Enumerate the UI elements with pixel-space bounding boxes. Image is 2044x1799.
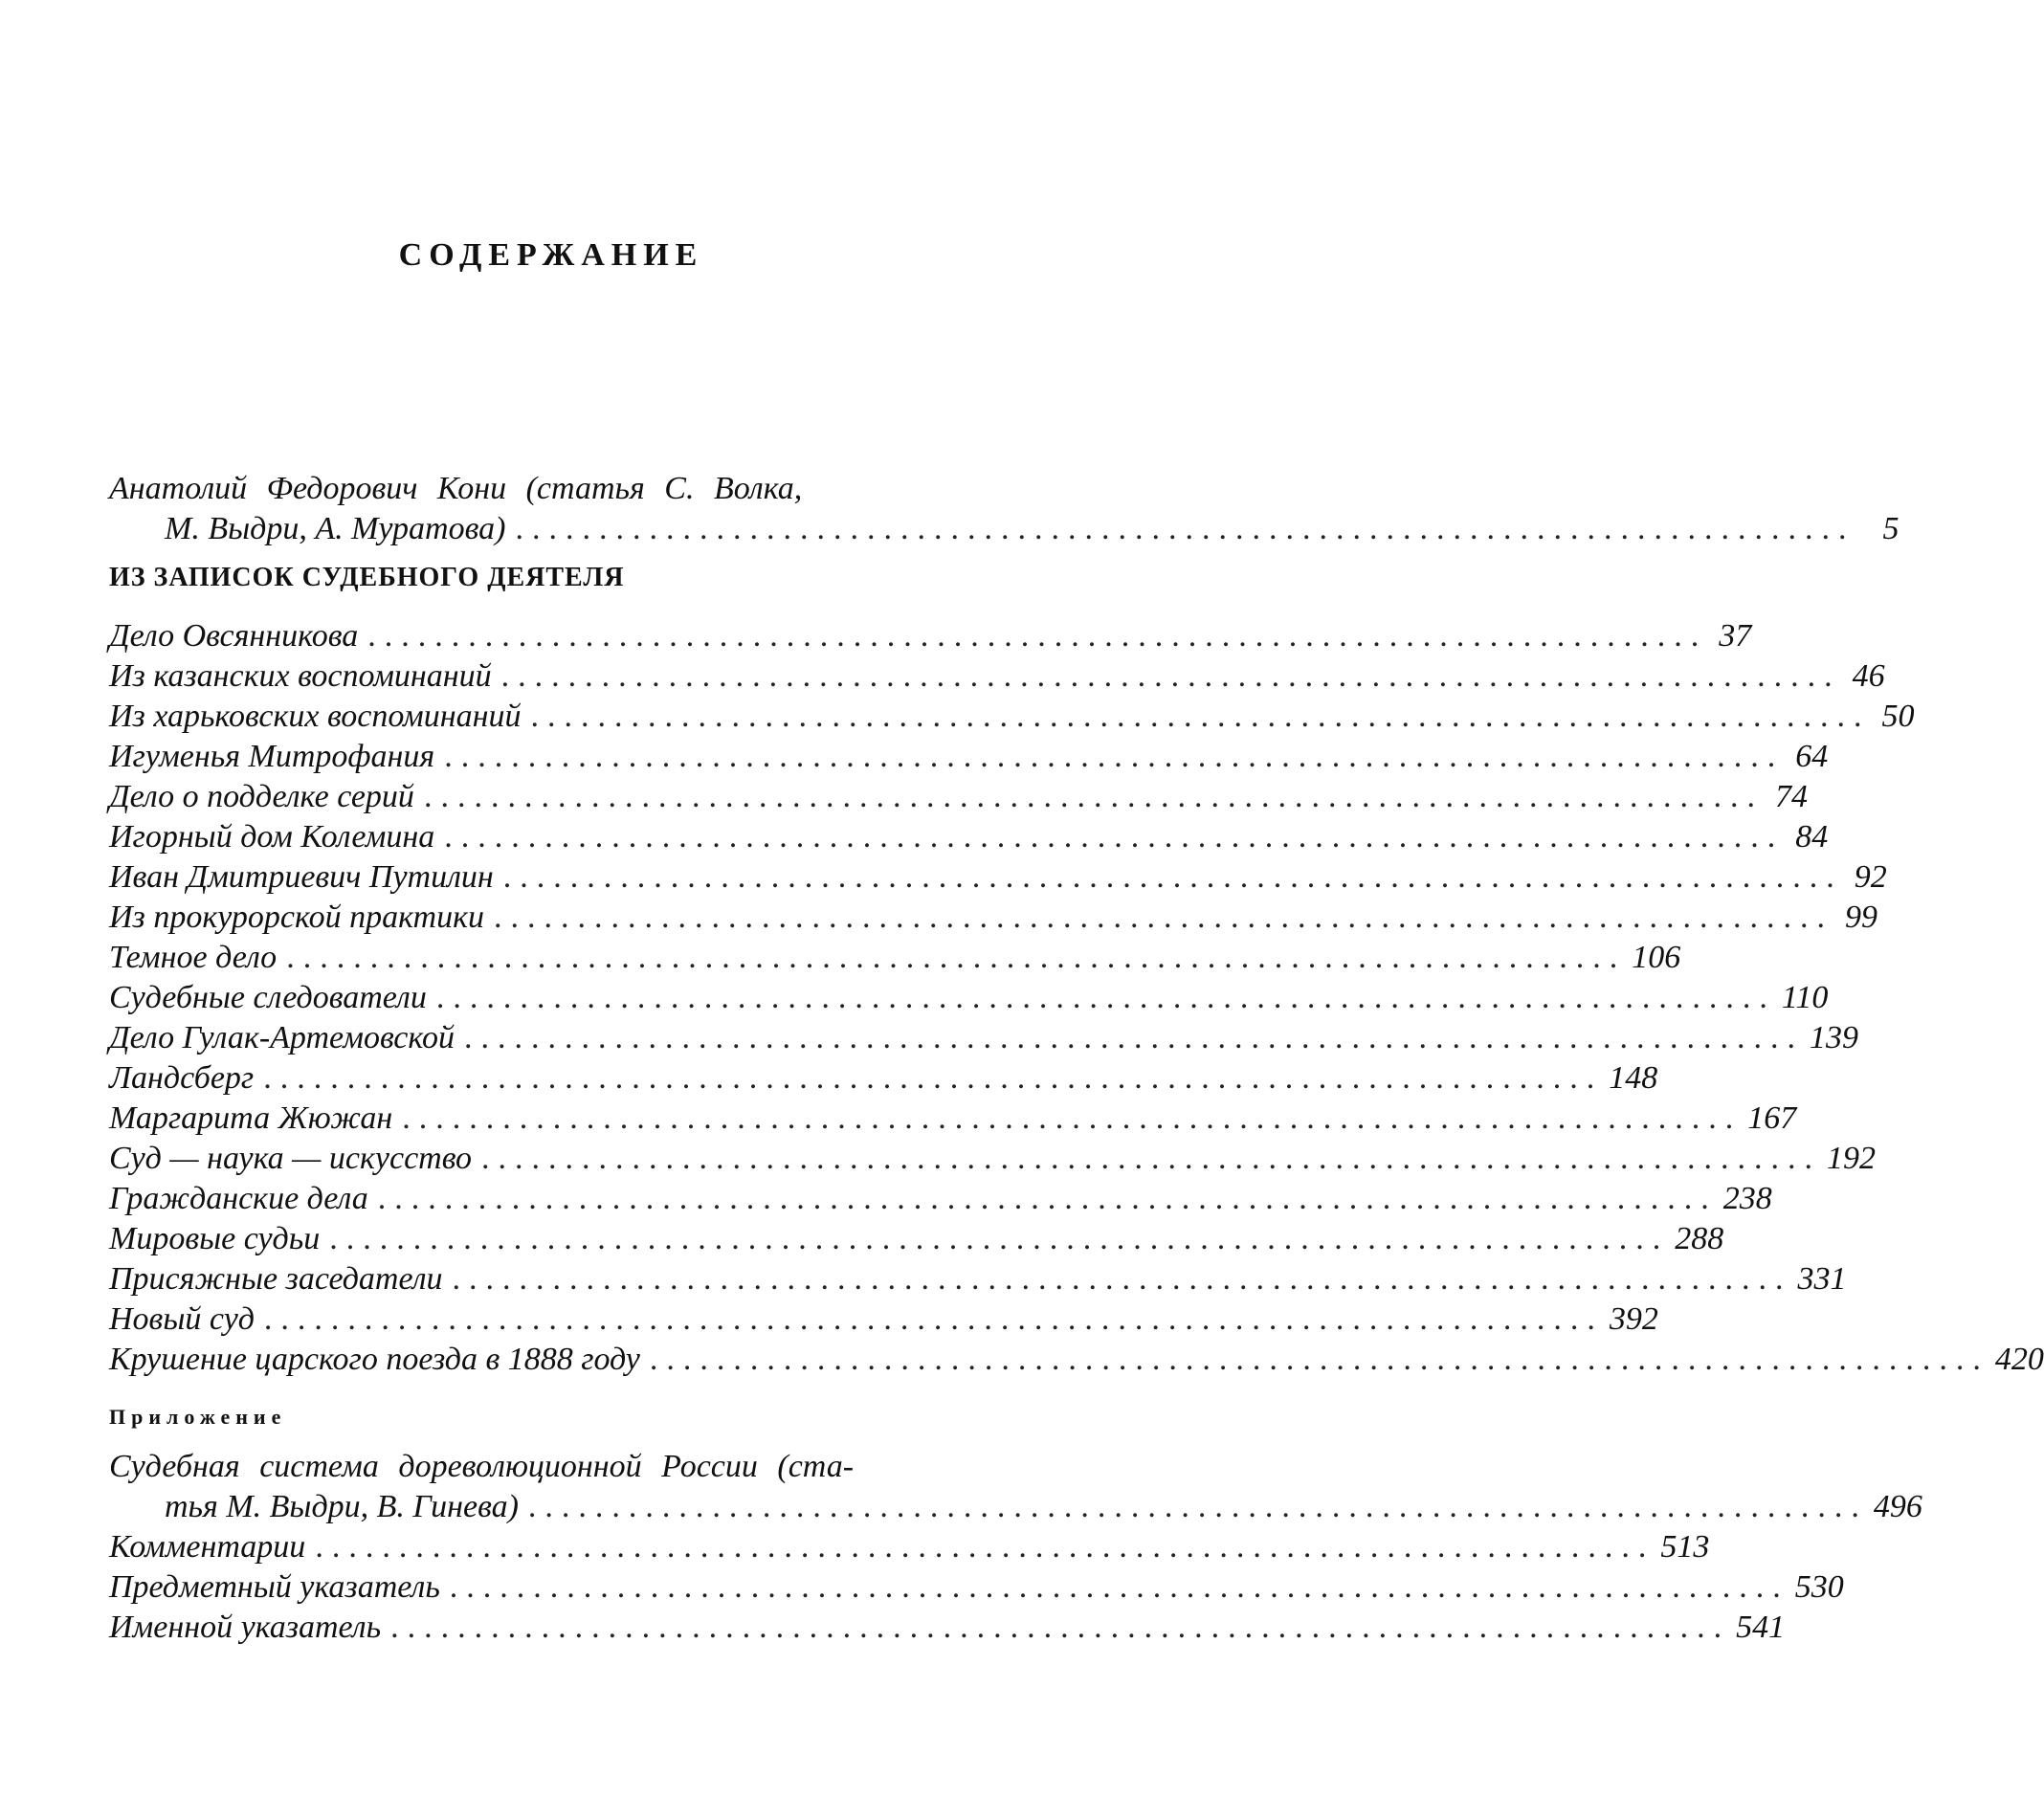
toc-entry-title: Дело о подделке серий (109, 779, 414, 814)
toc-entry-title: Предметный указатель (109, 1569, 440, 1605)
toc-entry-page: 46 (1852, 658, 1885, 694)
toc-entry (109, 1099, 1797, 1139)
toc-entry-page: 392 (1609, 1301, 1658, 1337)
toc-entry (109, 777, 1808, 817)
toc-entry (109, 1340, 2044, 1380)
section-heading: ИЗ ЗАПИСОК СУДЕБНОГО ДЕЯТЕЛЯ (109, 563, 625, 592)
toc-dot-leader: ................................................................................ (515, 511, 1855, 546)
toc-dot-leader: ................................................................................ (402, 1100, 1743, 1136)
toc-entry (109, 1299, 1658, 1340)
toc-entry-title: Дело Гулак-Артемовской (109, 1020, 455, 1055)
toc-entry-title: Мировые судьи (109, 1221, 321, 1256)
toc-entry-page: 192 (1827, 1141, 1877, 1176)
toc-entry-intro-line2 (109, 509, 1900, 549)
toc-dot-leader: ................................................................................ (315, 1529, 1655, 1565)
toc-entry-title: М. Выдри, А. Муратова) (165, 511, 506, 546)
toc-dot-leader: ................................................................................ (263, 1301, 1604, 1337)
toc-entry-title: Крушение царского поезда в 1888 году (109, 1342, 640, 1377)
toc-dot-leader: ................................................................................ (463, 1020, 1804, 1055)
toc-entry-page: 513 (1660, 1529, 1710, 1565)
toc-entry (109, 1018, 1858, 1058)
toc-dot-leader: ................................................................................ (263, 1060, 1604, 1096)
toc-entry (109, 938, 1681, 978)
toc-dot-leader: ................................................................................ (449, 1569, 1789, 1605)
toc-dot-leader: ................................................................................ (286, 940, 1627, 975)
toc-entry-page: 92 (1854, 859, 1887, 895)
toc-entry (109, 1527, 1710, 1567)
toc-dot-leader: ................................................................................ (500, 658, 1841, 694)
toc-entry-title: Из харьковских воспоминаний (109, 699, 522, 734)
toc-dot-leader: ................................................................................ (527, 1489, 1868, 1524)
toc-dot-leader: ................................................................................ (493, 900, 1833, 935)
toc-entry-title: Судебные следователи (109, 980, 427, 1015)
toc-dot-leader: ................................................................................ (390, 1610, 1731, 1645)
toc-entry-title: Игорный дом Колемина (109, 819, 435, 855)
toc-entry-page: 50 (1881, 699, 1915, 734)
toc-entry-page: 148 (1609, 1060, 1658, 1096)
toc-entry-page: 167 (1747, 1100, 1797, 1136)
toc-dot-leader: ................................................................................ (502, 859, 1843, 895)
toc-entry (109, 1608, 1786, 1648)
toc-entry-page: 139 (1809, 1020, 1858, 1055)
toc-entry-page: 420 (1994, 1342, 2044, 1377)
toc-entry-title: Гражданские дела (109, 1181, 368, 1216)
toc-dot-leader: ................................................................................ (444, 819, 1785, 855)
toc-entry (109, 857, 1887, 898)
toc-entry-page: 37 (1719, 618, 1752, 654)
toc-entry-appendix-line1: Судебная система дореволюционной России (ста- (109, 1449, 855, 1484)
toc-entry (109, 1259, 1847, 1299)
toc-entry-title: Новый суд (109, 1301, 255, 1337)
toc-dot-leader: ................................................................................ (435, 980, 1776, 1015)
toc-entry-title: Именной указатель (109, 1610, 382, 1645)
toc-dot-leader: ................................................................................ (444, 739, 1785, 774)
toc-entry (109, 1567, 1844, 1608)
toc-entry (109, 817, 1829, 857)
toc-dot-leader: ................................................................................ (423, 779, 1764, 814)
toc-entry-page: 74 (1774, 779, 1808, 814)
toc-dot-leader: ................................................................................ (329, 1221, 1670, 1256)
toc-entry-appendix-line2 (109, 1487, 1922, 1527)
toc-dot-leader: ................................................................................ (481, 1141, 1822, 1176)
toc-entry (109, 616, 1752, 656)
toc-entry-title: Ландсберг (109, 1060, 255, 1096)
toc-dot-leader: ................................................................................ (367, 618, 1708, 654)
toc-entry-page: 106 (1632, 940, 1681, 975)
toc-entry (109, 697, 1915, 737)
toc-entry-page: 496 (1873, 1489, 1922, 1524)
page-title: СОДЕРЖАНИЕ (398, 237, 704, 273)
toc-entry (109, 978, 1829, 1018)
toc-entry-page: 110 (1781, 980, 1829, 1015)
toc-entry-page: 5 (1882, 511, 1900, 546)
appendix-heading: Приложение (109, 1405, 287, 1429)
toc-dot-leader: ................................................................................ (530, 699, 1871, 734)
toc-entry-title: тья М. Выдри, В. Гинева) (165, 1489, 519, 1524)
toc-entry-title: Присяжные заседатели (109, 1261, 443, 1297)
toc-entry-title: Дело Овсянникова (109, 618, 359, 654)
appendix-entry-list (109, 1527, 1844, 1648)
toc-entry-title: Комментарии (109, 1529, 306, 1565)
toc-entry (109, 1058, 1658, 1099)
toc-dot-leader: ................................................................................ (377, 1181, 1718, 1216)
toc-entry-title: Темное дело (109, 940, 278, 975)
toc-entry-intro-line1: Анатолий Федорович Кони (статья С. Волка, (109, 471, 803, 506)
toc-entry-page: 541 (1736, 1610, 1786, 1645)
toc-entry (109, 898, 1877, 938)
toc-dot-leader: ................................................................................ (649, 1342, 1989, 1377)
toc-dot-leader: ................................................................................ (452, 1261, 1792, 1297)
toc-entry-list (109, 616, 2044, 1380)
toc-entry-page: 64 (1795, 739, 1829, 774)
toc-entry-page: 288 (1675, 1221, 1724, 1256)
toc-entry-title: Суд — наука — искусство (109, 1141, 473, 1176)
toc-entry (109, 1219, 1724, 1259)
table-of-contents (109, 469, 2044, 1648)
toc-entry (109, 737, 1829, 777)
toc-entry (109, 1139, 1877, 1179)
toc-entry-title: Из прокурорской практики (109, 900, 484, 935)
toc-entry (109, 1179, 1772, 1219)
toc-entry-page: 331 (1797, 1261, 1847, 1297)
toc-entry-title: Иван Дмитриевич Путилин (109, 859, 494, 895)
toc-entry-page: 84 (1795, 819, 1829, 855)
toc-entry-title: Из казанских воспоминаний (109, 658, 492, 694)
toc-entry-title: Маргарита Жюжан (109, 1100, 393, 1136)
toc-entry-page: 530 (1794, 1569, 1844, 1605)
toc-entry-title: Игуменья Митрофания (109, 739, 435, 774)
toc-entry-page: 238 (1722, 1181, 1772, 1216)
toc-entry (109, 656, 1885, 697)
toc-entry-page: 99 (1844, 900, 1877, 935)
